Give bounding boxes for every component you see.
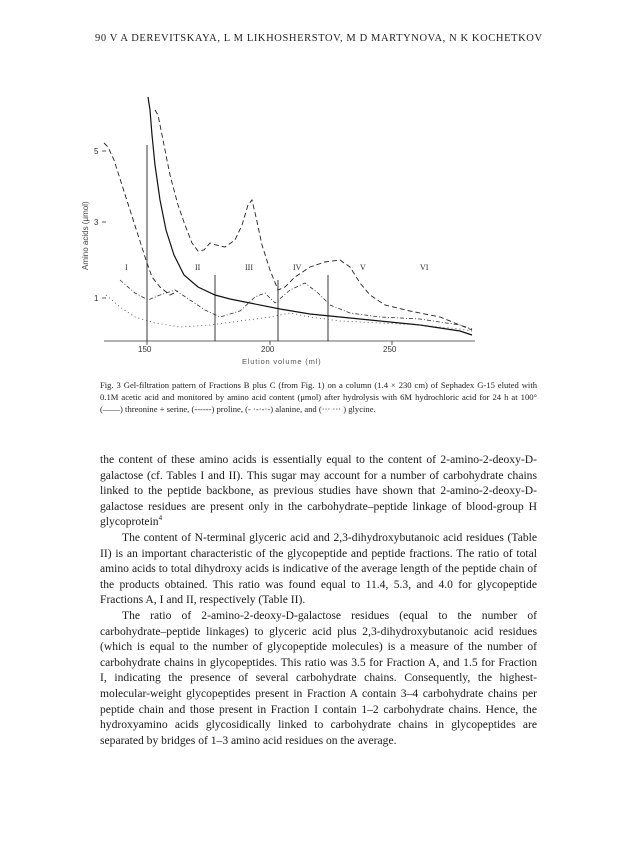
y-axis-label: Amino acids (μmol)	[81, 201, 90, 270]
paragraph-text: the content of these amino acids is essentially equal to the content of 2-amino-2-deoxy-D-galactose (cf. Tables I and II). This sugar may account for a number of carbohydrate chains linked to the peptide backbone, as previous studies have shown that 2-amino-2-deoxy-D-galactose residues are present only in the carbohydrate–peptide linkage of blood-group H glycoprotein	[100, 453, 537, 529]
x-tick-label: 250	[383, 345, 397, 354]
body-text	[100, 452, 537, 748]
fraction-label: III	[245, 263, 253, 272]
x-axis-label: Elution volume (ml)	[242, 357, 322, 366]
paragraph	[100, 452, 537, 530]
figure-caption: Fig. 3 Gel-filtration pattern of Fractions B plus C (from Fig. 1) on a column (1.4 × 230 cm) of Sephadex G-15 eluted with 0.1M acetic acid and monitored by amino acid content (μmol) after hydrolysis with 6M hydrochloric acid for 24 h at 100° (——) threonine + serine, (------) proline, (- ·-·-·-) alanine, and (··· ··· ) glycine.	[100, 380, 537, 414]
curve-alanine	[120, 280, 472, 329]
paragraph	[100, 608, 537, 748]
y-tick-label: 5	[94, 147, 99, 156]
fraction-label: V	[360, 263, 366, 272]
fraction-label: VI	[420, 263, 429, 272]
elution-chart	[80, 55, 550, 375]
y-tick-label: 1	[94, 294, 99, 303]
paragraph	[100, 530, 537, 608]
y-tick-label: 3	[94, 218, 99, 227]
fraction-label: IV	[293, 263, 302, 272]
elution-figure	[80, 55, 550, 375]
x-tick-label: 200	[261, 345, 275, 354]
paragraph-text: The ratio of 2-amino-2-deoxy-D-galactose residues (equal to the number of carbohydrate–peptide linkages) to glyceric acid plus 2,3-dihydroxybutanoic acid residues (which is equal to the number of glycopeptide molecules) is a measure of the number of carbohydrate chains in glycopeptides. This ratio was 3.5 for Fraction A, and 1.5 for Fraction I, indicating the presence of several carbohydrate chains. Consequently, the highest-molecular-weight glycopeptides present in Fraction A contain 3–4 carbohydrate chains per peptide chain and those present in Fraction I contain 1–2 carbohydrate chains. Hence, the hydroxyamino acids glycosidically linked to carbohydrate chains in glycopeptides are separated by bridges of 1–3 amino acid residues on the average.	[100, 608, 537, 747]
curve-threonine-serine	[148, 97, 472, 335]
running-head: 90 V A DEREVITSKAYA, L M LIKHOSHERSTOV, M D MARTYNOVA, N K KOCHETKOV	[95, 33, 543, 44]
x-tick-label: 150	[138, 345, 152, 354]
paragraph-text: The content of N-terminal glyceric acid and 2,3-dihydroxybutanoic acid residues (Table II) is an important characteristic of the glycopeptide and peptide fractions. The ratio of total amino acids to total dihydroxy acids is indicative of the average length of the peptide chain of the products obtained. This ratio was found equal to 11.4, 5.3, and 4.0 for glycopeptide Fractions A, I and II, respectively (Table II).	[100, 530, 537, 607]
fraction-label: I	[125, 263, 128, 272]
fraction-label: II	[195, 263, 201, 272]
citation-superscript: 4	[158, 514, 163, 523]
curve-proline	[104, 110, 472, 330]
curve-glycine	[106, 295, 472, 331]
